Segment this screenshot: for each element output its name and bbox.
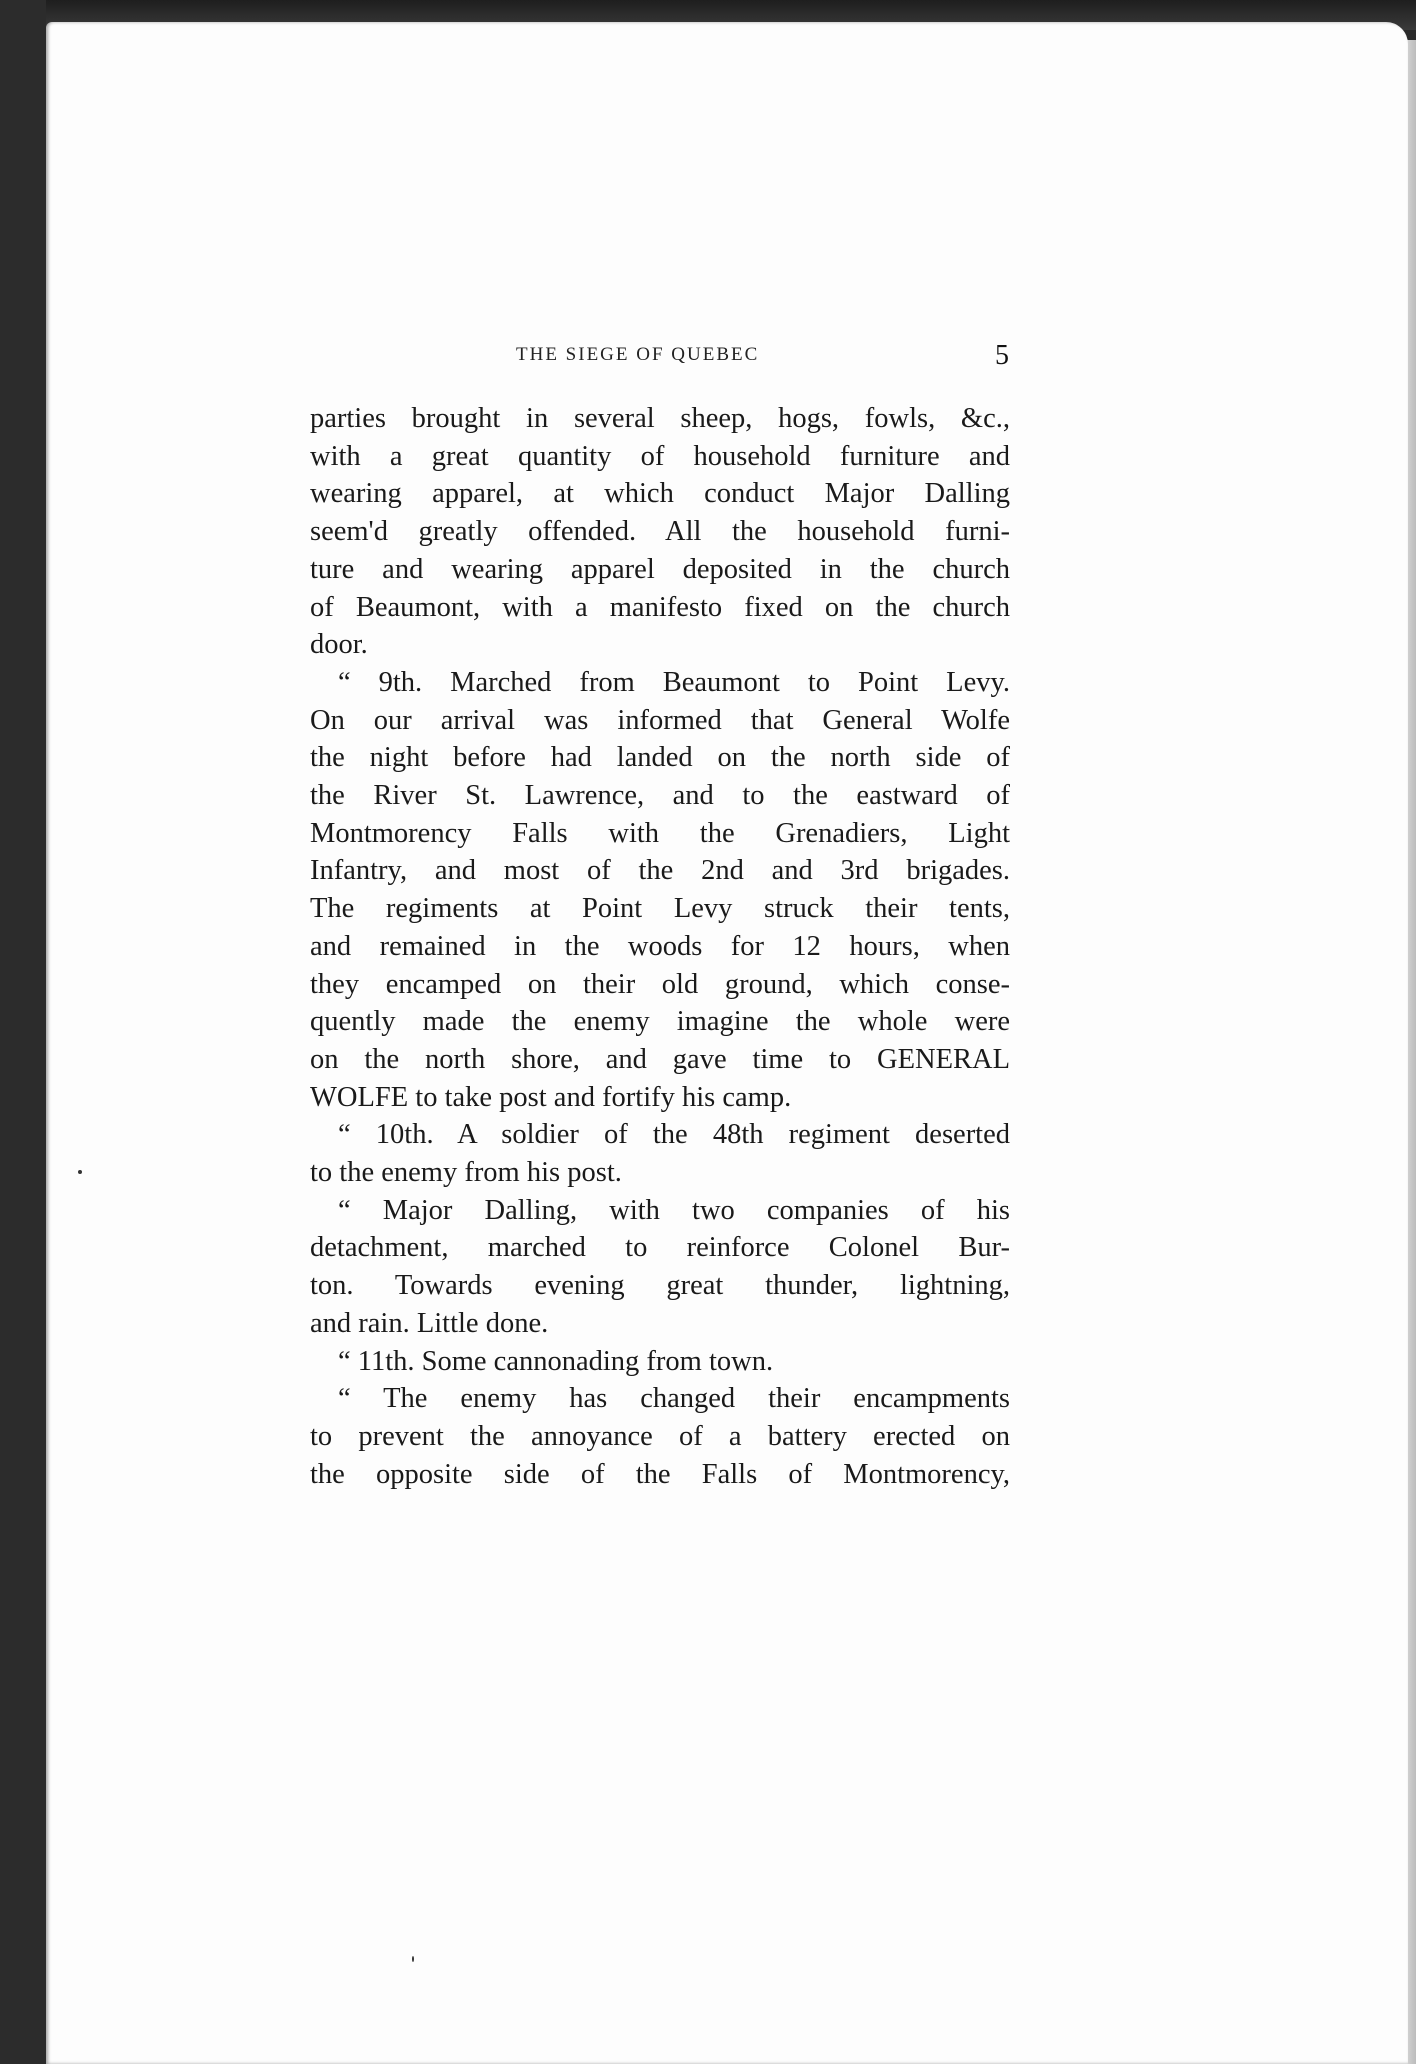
ink-speck bbox=[78, 1170, 82, 1174]
text-line: to prevent the annoyance of a battery erected on bbox=[310, 1420, 1010, 1452]
text-line: seem'd greatly offended. All the household furni- bbox=[310, 516, 1010, 548]
text-line: “ Major Dalling, with two companies of his bbox=[338, 1194, 1010, 1226]
text-line: with a great quantity of household furniture and bbox=[310, 440, 1010, 472]
text-line: WOLFE to take post and fortify his camp. bbox=[310, 1081, 792, 1113]
text-line: On our arrival was informed that General Wolfe bbox=[310, 704, 1010, 736]
page-number: 5 bbox=[995, 340, 1009, 371]
text-line: they encamped on their old ground, which conse- bbox=[310, 968, 1010, 1000]
text-line: ture and wearing apparel deposited in the church bbox=[310, 553, 1010, 585]
text-line: wearing apparel, at which conduct Major Dalling bbox=[310, 478, 1010, 510]
text-line: the night before had landed on the north side of bbox=[310, 742, 1010, 774]
text-line: the opposite side of the Falls of Montmorency, bbox=[310, 1458, 1010, 1490]
text-line: Montmorency Falls with the Grenadiers, Light bbox=[310, 817, 1010, 849]
text-line: “ 11th. Some cannonading from town. bbox=[338, 1345, 774, 1377]
text-line: The regiments at Point Levy struck their tents, bbox=[310, 893, 1010, 925]
ink-speck bbox=[412, 1956, 414, 1962]
text-line: “ 9th. Marched from Beaumont to Point Levy. bbox=[338, 666, 1010, 698]
text-line: and remained in the woods for 12 hours, when bbox=[310, 930, 1010, 962]
body-text bbox=[310, 400, 1010, 1493]
running-head: THE SIEGE OF QUEBEC bbox=[516, 344, 760, 365]
text-line: quently made the enemy imagine the whole were bbox=[310, 1006, 1010, 1038]
text-line: Infantry, and most of the 2nd and 3rd brigades. bbox=[310, 855, 1010, 887]
text-line: to the enemy from his post. bbox=[310, 1157, 622, 1189]
text-line: “ The enemy has changed their encampments bbox=[338, 1383, 1010, 1415]
text-line: and rain. Little done. bbox=[310, 1307, 549, 1339]
text-line: “ 10th. A soldier of the 48th regiment deserted bbox=[338, 1119, 1010, 1151]
text-line: door. bbox=[310, 629, 368, 661]
text-line: the River St. Lawrence, and to the eastward of bbox=[310, 780, 1010, 812]
text-line: parties brought in several sheep, hogs, fowls, &c., bbox=[310, 403, 1010, 434]
text-line: on the north shore, and gave time to GENERAL bbox=[310, 1043, 1010, 1075]
text-line: ton. Towards evening great thunder, lightning, bbox=[310, 1270, 1010, 1302]
text-line: of Beaumont, with a manifesto fixed on the church bbox=[310, 591, 1010, 623]
text-line: detachment, marched to reinforce Colonel Bur- bbox=[310, 1232, 1010, 1264]
scan-left-border bbox=[0, 0, 46, 2064]
